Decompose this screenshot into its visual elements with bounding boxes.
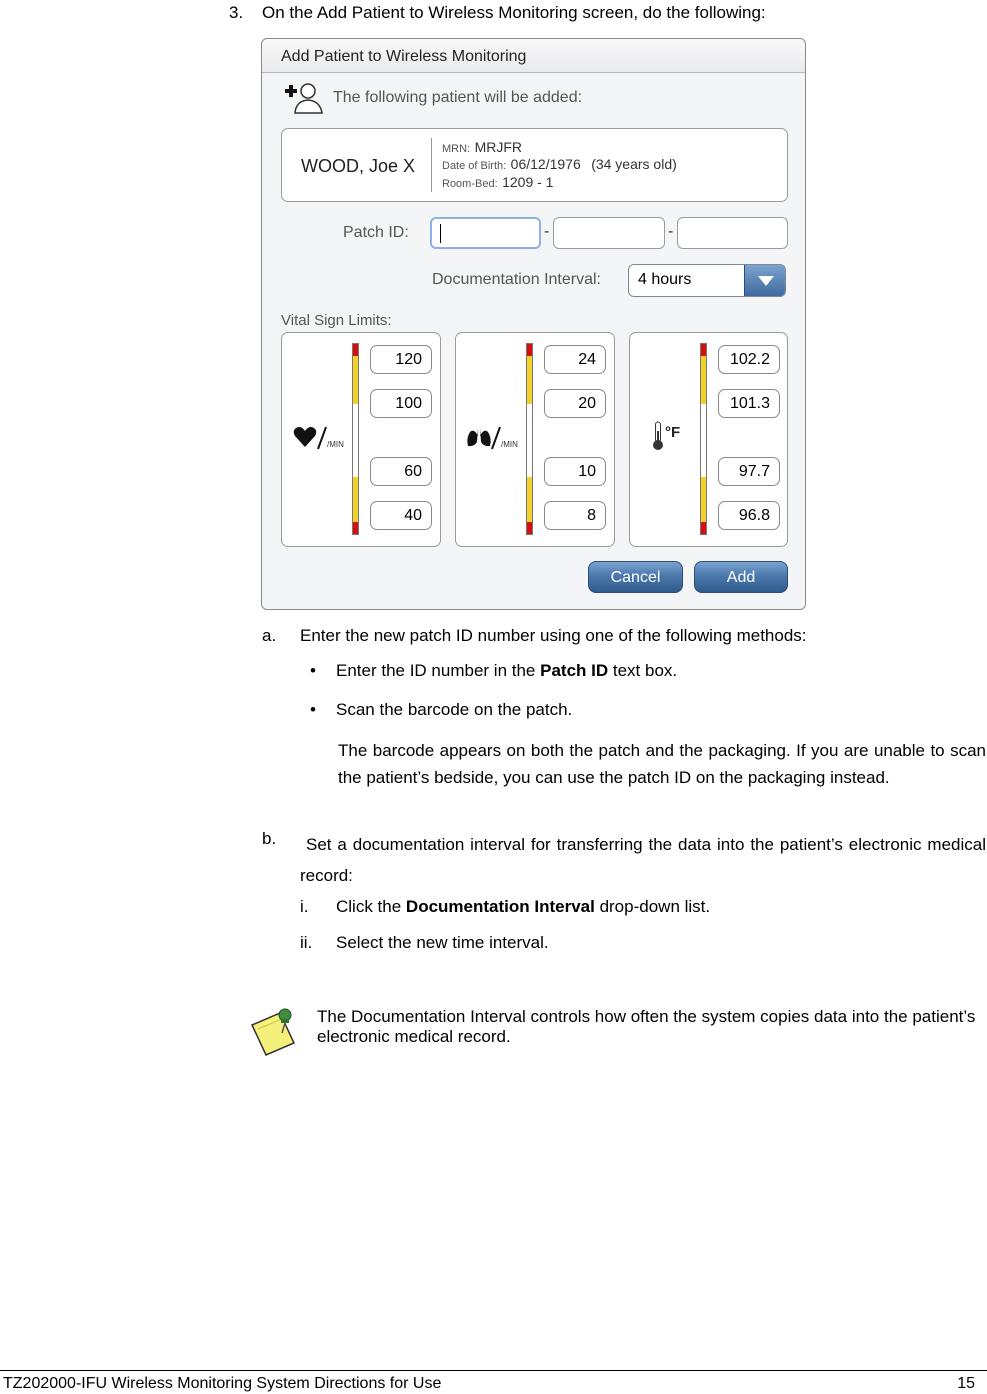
bullet-1-post: text box. <box>608 661 678 680</box>
resp-low-alarm[interactable]: 8 <box>544 501 606 530</box>
heart-high-alarm[interactable]: 120 <box>370 345 432 374</box>
step-b-marker: b. <box>262 829 277 848</box>
footer-rule <box>0 1370 987 1371</box>
step-number: 3. <box>229 3 244 22</box>
temp-low-alarm[interactable]: 96.8 <box>718 501 780 530</box>
dialog-subtitle: The following patient will be added: <box>333 89 583 106</box>
bullet-2: • <box>310 700 316 719</box>
step-ii-marker: ii. <box>300 933 313 952</box>
page-number: 15 <box>957 1375 975 1392</box>
card-divider <box>431 138 432 192</box>
step-i-bold: Documentation Interval <box>405 897 595 916</box>
temp-limit-bar <box>700 343 707 535</box>
bullet-1-bold: Patch ID <box>540 661 609 680</box>
mrn-value: MRJFR <box>474 139 522 155</box>
heart-icon <box>293 426 317 448</box>
heart-limit-bar <box>352 343 359 535</box>
note-text: The Documentation Interval controls how often the system copies data into the patient’s electronic medical record. <box>317 1007 976 1046</box>
patch-id-field-3[interactable] <box>677 217 788 249</box>
patch-dash-2: - <box>668 223 674 240</box>
cancel-button[interactable]: Cancel <box>588 561 683 593</box>
temp-high-alarm[interactable]: 102.2 <box>718 345 780 374</box>
bullet-1-pre: Enter the ID number in the <box>336 661 541 680</box>
patch-id-field-2[interactable] <box>553 217 665 249</box>
mrn-label: MRN: <box>442 143 471 155</box>
thermometer-icon <box>652 421 664 451</box>
add-patient-icon <box>282 81 326 115</box>
interval-label: Documentation Interval: <box>432 271 601 288</box>
heart-rate-panel <box>281 332 441 547</box>
interval-dropdown[interactable] <box>628 264 786 297</box>
barcode-note: The barcode appears on both the patch and the packaging. If you are unable to scan the patient’s bedside, you can use the patch ID on the packaging instead. <box>338 741 986 787</box>
add-button[interactable]: Add <box>694 561 788 593</box>
resp-low-warning[interactable]: 10 <box>544 457 606 486</box>
step-i-marker: i. <box>300 897 309 916</box>
heart-low-alarm[interactable]: 40 <box>370 501 432 530</box>
heart-unit: /MIN <box>327 440 344 449</box>
step-b-text: Set a documentation interval for transferring the data into the patient’s electronic medical record: <box>300 835 986 885</box>
lungs-icon <box>466 426 492 448</box>
temp-unit: °F <box>665 424 681 441</box>
step-a-text: Enter the new patch ID number using one of the following methods: <box>300 626 807 645</box>
footer-title: TZ202000-IFU Wireless Monitoring System Directions for Use <box>3 1375 442 1392</box>
temp-high-warning[interactable]: 101.3 <box>718 389 780 418</box>
patch-dash-1: - <box>544 223 550 240</box>
bullet-1-text <box>336 661 677 681</box>
step-a-marker: a. <box>262 626 277 645</box>
step-text: On the Add Patient to Wireless Monitoring screen, do the following: <box>262 3 766 22</box>
patient-card <box>281 128 788 202</box>
add-patient-dialog <box>261 38 806 610</box>
bullet-1: • <box>310 661 316 680</box>
temp-low-warning[interactable]: 97.7 <box>718 457 780 486</box>
dialog-title: Add Patient to Wireless Monitoring <box>281 48 527 65</box>
step-i-pre: Click the <box>336 897 406 916</box>
age-value: (34 years old) <box>591 156 677 172</box>
resp-unit: /MIN <box>501 440 518 449</box>
chevron-down-icon <box>745 265 786 296</box>
heart-low-warning[interactable]: 60 <box>370 457 432 486</box>
dob-value: 06/12/1976 <box>510 156 581 172</box>
vital-limits-label: Vital Sign Limits: <box>281 312 392 329</box>
interval-value: 4 hours <box>638 271 692 288</box>
room-label: Room-Bed: <box>442 178 498 190</box>
resp-high-warning[interactable]: 20 <box>544 389 606 418</box>
resp-high-alarm[interactable]: 24 <box>544 345 606 374</box>
step-i-post: drop-down list. <box>594 897 711 916</box>
patch-id-field-1[interactable] <box>430 217 541 249</box>
resp-limit-bar <box>526 343 533 535</box>
temperature-panel <box>629 332 788 547</box>
respiration-panel <box>455 332 615 547</box>
room-value: 1209 - 1 <box>502 174 554 190</box>
patient-name: WOOD, Joe X <box>301 156 416 176</box>
dropdown-arrow-button[interactable] <box>744 265 786 296</box>
heart-high-warning[interactable]: 100 <box>370 389 432 418</box>
dob-label: Date of Birth: <box>442 160 507 172</box>
note-pin-icon <box>248 1005 300 1057</box>
step-ii-text: Select the new time interval. <box>336 933 549 952</box>
patch-id-label: Patch ID: <box>343 224 409 241</box>
dialog-title-bar <box>262 39 805 73</box>
step-i-text <box>336 897 710 917</box>
text-cursor <box>440 224 441 243</box>
bullet-2-text: Scan the barcode on the patch. <box>336 700 573 719</box>
